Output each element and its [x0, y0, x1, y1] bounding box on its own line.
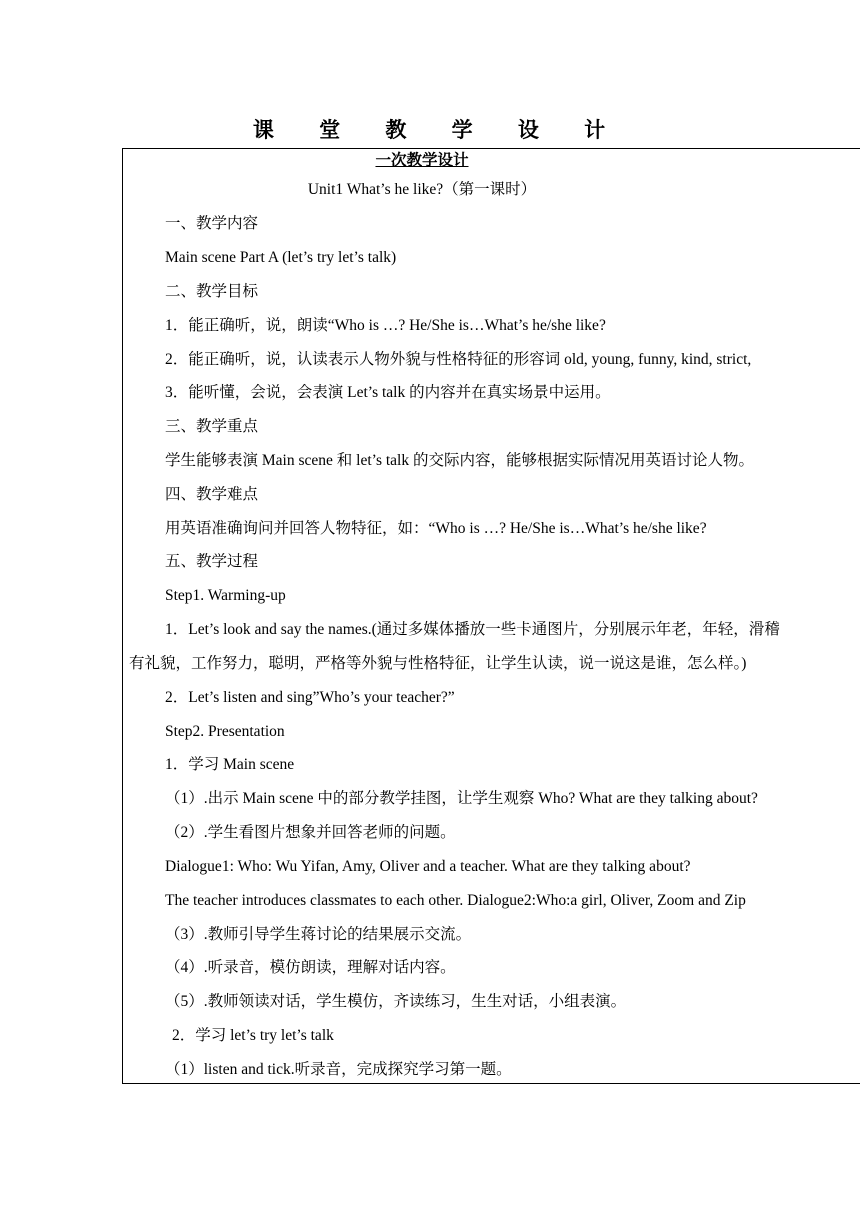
- lesson-plan-heading: 一次教学设计: [375, 152, 469, 169]
- text-line: The teacher introduces classmates to each other. Dialogue2:Who:a girl, Oliver, Zoom and Zip: [165, 892, 746, 909]
- text-line: （2）.学生看图片想象并回答老师的问题。: [165, 824, 456, 841]
- page-title: 课 堂 教 学 设 计: [252, 118, 626, 142]
- text-line: （1）.出示 Main scene 中的部分教学挂图，让学生观察 Who? What are they talking about?: [165, 790, 758, 807]
- text-line: 有礼貌，工作努力，聪明，严格等外貌与性格特征，让学生认读，说一说这是谁，怎么样。): [129, 655, 747, 672]
- step-heading: Step2. Presentation: [165, 723, 285, 740]
- section-heading: 一、教学内容: [165, 215, 259, 232]
- text-line: 2．学习 let’s try let’s talk: [172, 1027, 334, 1044]
- text-line: （3）.教师引导学生蒋讨论的结果展示交流。: [165, 926, 472, 943]
- text-line: 用英语准确询问并回答人物特征，如：“Who is …? He/She is…What’s he/she like?: [165, 520, 707, 537]
- text-line: 学生能够表演 Main scene 和 let’s talk 的交际内容，能够根据实际情况用英语讨论人物。: [165, 452, 754, 469]
- text-line: （5）.教师领读对话，学生模仿，齐读练习，生生对话，小组表演。: [165, 993, 627, 1010]
- text-line: （1）listen and tick.听录音，完成探究学习第一题。: [165, 1061, 512, 1078]
- text-line: Main scene Part A (let’s try let’s talk): [165, 249, 397, 266]
- text-line: 3．能听懂，会说，会表演 Let’s talk 的内容并在真实场景中运用。: [165, 384, 611, 401]
- text-line: Dialogue1: Who: Wu Yifan, Amy, Oliver and a teacher. What are they talking about?: [165, 858, 691, 875]
- text-line: 1．学习 Main scene: [165, 756, 295, 773]
- section-heading: 四、教学难点: [165, 486, 259, 503]
- step-heading: Step1. Warming-up: [165, 587, 286, 604]
- section-heading: 三、教学重点: [165, 418, 259, 435]
- section-heading: 五、教学过程: [165, 553, 259, 570]
- text-line: 1．Let’s look and say the names.(通过多媒体播放一些卡通图片，分别展示年老，年轻，滑稽: [165, 621, 780, 638]
- text-line: 1．能正确听，说，朗读“Who is …? He/She is…What’s he/she like?: [165, 317, 606, 334]
- text-line: 2．Let’s listen and sing”Who’s your teacher?”: [165, 689, 455, 706]
- text-line: 2．能正确听，说，认读表示人物外貌与性格特征的形容词 old, young, funny, kind, strict,: [165, 351, 752, 368]
- text-line: （4）.听录音，模仿朗读，理解对话内容。: [165, 959, 456, 976]
- lesson-plan-subheading: Unit1 What’s he like?（第一课时）: [307, 181, 537, 198]
- section-heading: 二、教学目标: [165, 283, 259, 300]
